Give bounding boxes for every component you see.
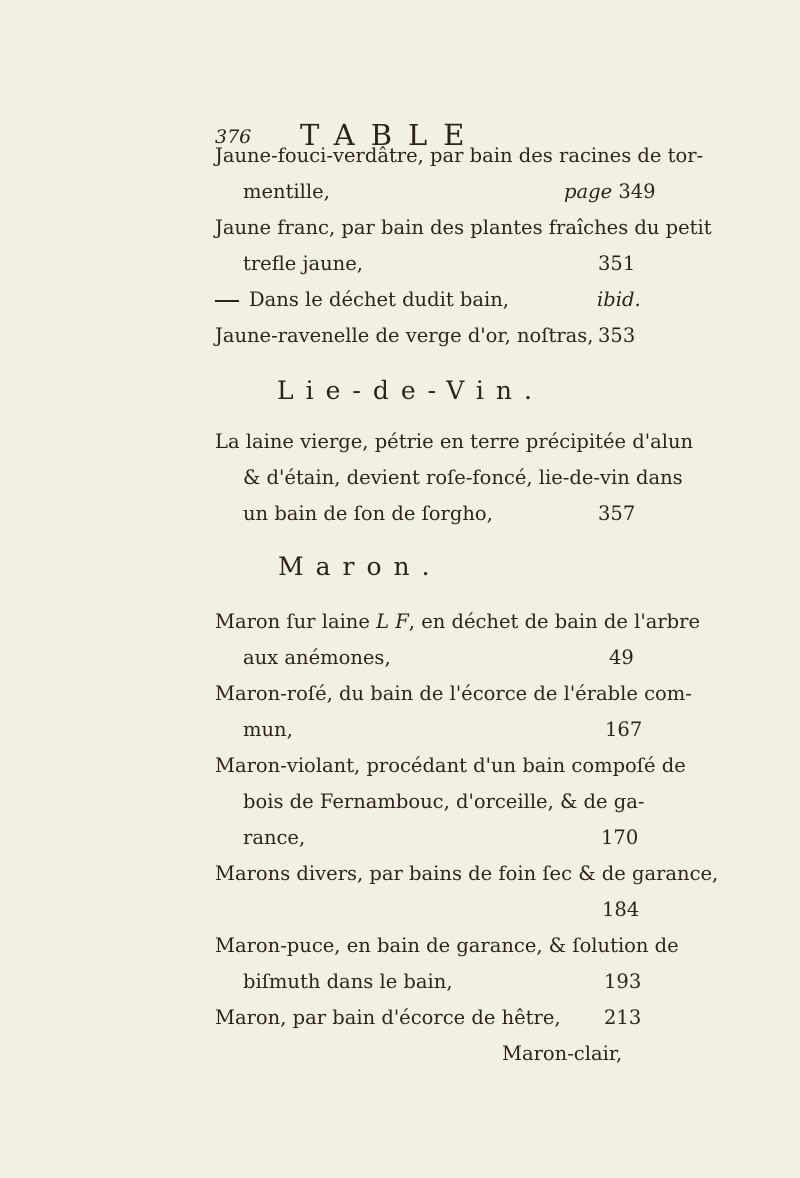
entry-text-italic: L F — [376, 610, 409, 633]
entry-line: & d'étain, devient roſe-foncé, lie-de-vin dans — [243, 466, 683, 489]
entry-line: Marons divers, par bains de foin ſec & de garance, — [215, 862, 719, 885]
section-heading: Maron. — [278, 552, 442, 581]
entry-text: Dans le déchet dudit bain, — [249, 288, 509, 311]
page-value: 213 — [604, 1006, 642, 1029]
entry-text: , en déchet de bain de l'arbre — [408, 610, 701, 633]
page-value: 353 — [598, 324, 636, 347]
page-value: 357 — [598, 502, 636, 525]
page-value: 184 — [602, 898, 640, 921]
page-value: 351 — [598, 252, 636, 275]
entry-line: Maron-violant, procédant d'un bain compoſé de — [215, 754, 686, 777]
section-heading: Lie-de-Vin. — [277, 376, 544, 405]
entry-line — [215, 288, 509, 311]
page-value: 349 — [618, 180, 656, 203]
running-title: TABLE — [300, 118, 481, 152]
entry-line: un bain de ſon de ſorgho, — [243, 502, 493, 525]
entry-line: La laine vierge, pétrie en terre précipitée d'alun — [215, 430, 694, 453]
page-value: 167 — [605, 718, 643, 741]
entry-line: Jaune franc, par bain des plantes fraîches du petit — [215, 216, 712, 239]
entry-line: Jaune-ravenelle de verge d'or, noſtras, — [215, 324, 594, 347]
entry-text: Maron ſur laine — [215, 610, 377, 633]
entry-line: bois de Fernambouc, d'orceille, & de ga- — [243, 790, 645, 813]
entry-line: biſmuth dans le bain, — [243, 970, 453, 993]
entry-line: trefle jaune, — [243, 252, 363, 275]
page-value: ibid. — [597, 288, 641, 311]
entry-line: Maron-puce, en bain de garance, & ſolution de — [215, 934, 679, 957]
page-value: 49 — [609, 646, 634, 669]
entry-line: aux anémones, — [243, 646, 391, 669]
entry-line: mun, — [243, 718, 293, 741]
page-value: 170 — [601, 826, 639, 849]
entry-line: Maron-roſé, du bain de l'écorce de l'érable com- — [215, 682, 692, 705]
entry-line: mentille, — [243, 180, 330, 203]
page-value: 193 — [604, 970, 642, 993]
entry-line: Jaune-fouci-verdâtre, par bain des racines de tor- — [215, 144, 704, 167]
entry-line — [215, 610, 700, 633]
catchword: Maron-clair, — [502, 1042, 623, 1065]
page-number: 376 — [215, 126, 252, 148]
entry-line: Maron, par bain d'écorce de hêtre, — [215, 1006, 561, 1029]
page-reference — [564, 180, 656, 203]
em-dash — [215, 300, 239, 302]
entry-line: rance, — [243, 826, 306, 849]
page-label: page — [564, 180, 613, 203]
